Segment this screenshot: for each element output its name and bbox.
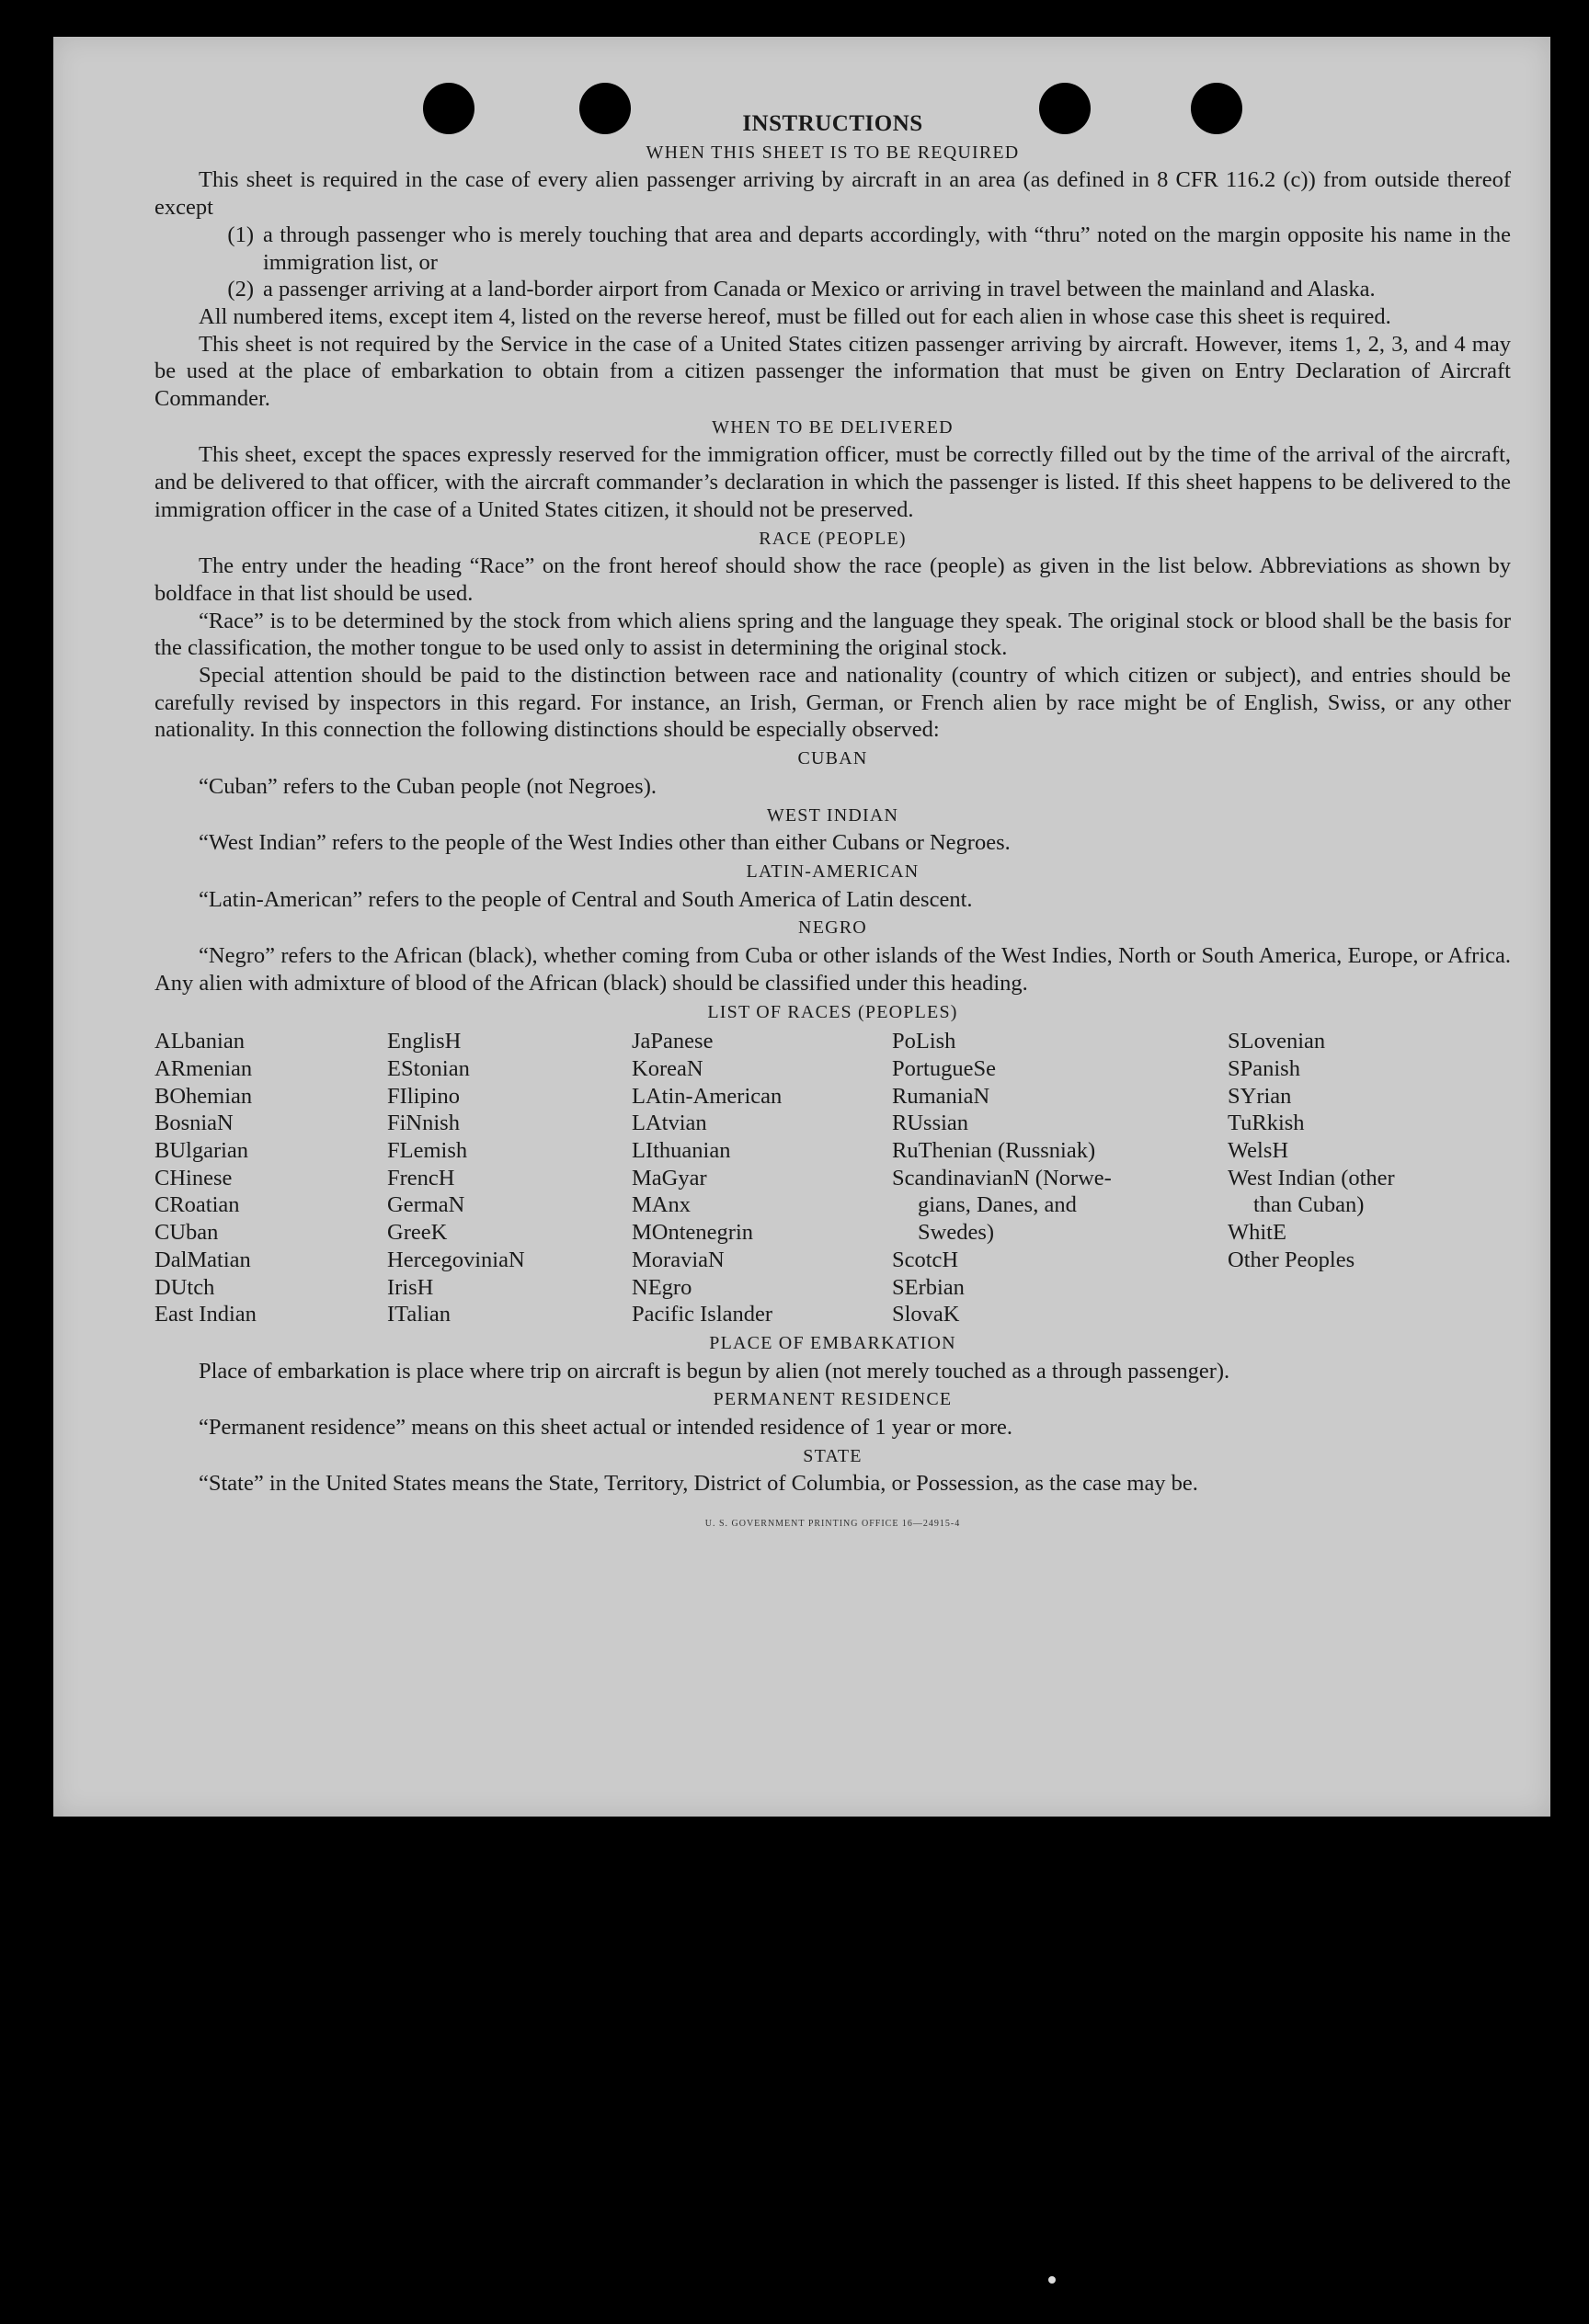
paragraph: This sheet is required in the case of every alien passenger arriving by aircraft in an area (as defined in 8 CFR 116.2 (c)) from outside thereof except [154, 167, 1511, 221]
race-entry: PoLish [892, 1029, 956, 1054]
race-entry: SLovenian [1228, 1029, 1326, 1054]
race-entry: Other Peoples [1228, 1247, 1355, 1272]
race-entry: FrencH [387, 1165, 455, 1190]
race-entry: LAtvian [632, 1111, 707, 1136]
race-entry: SYrian [1228, 1083, 1292, 1109]
section-heading: LATIN-AMERICAN [746, 860, 920, 882]
definition: “Negro” refers to the African (black), whether coming from Cuba or other islands of the West Indies, North or South America, Europe, or Africa. Any alien with admixture of blood of the African (black) should be classified under this heading. [154, 943, 1511, 996]
race-entry: WhitE [1228, 1220, 1286, 1246]
definition: “Latin-American” refers to the people of Central and South America of Latin descent. [199, 886, 973, 912]
section-heading: CUBAN [797, 748, 868, 769]
race-entry: ARmenian [154, 1055, 253, 1081]
section-heading: PLACE OF EMBARKATION [709, 1332, 956, 1353]
paragraph: This sheet is not required by the Service in the case of a United States citizen passenger arriving by aircraft. However, items 1, 2, 3, and 4 may be used at the place of embarkation to obtain from a citizen passenger the information that must be given on Entry Declaration of Aircraft Commander. [154, 331, 1511, 412]
race-entry: TuRkish [1228, 1111, 1305, 1136]
race-entry: DalMatian [154, 1247, 251, 1272]
item-number: (2) [227, 277, 254, 302]
definition: “State” in the United States means the State, Territory, District of Columbia, or Possession, as the case may be. [199, 1471, 1198, 1497]
race-entry: FIlipino [387, 1083, 460, 1109]
item-text: a passenger arriving at a land-border airport from Canada or Mexico or arriving in travel between the mainland and Alaska. [263, 277, 1376, 302]
definition: “Permanent residence” means on this sheet actual or intended residence of 1 year or more. [199, 1415, 1013, 1441]
race-entry: RumaniaN [892, 1083, 990, 1109]
section-heading: NEGRO [798, 917, 867, 939]
race-entry: than Cuban) [1253, 1192, 1365, 1218]
speck [1048, 2276, 1056, 2284]
race-entry: ScotcH [892, 1247, 959, 1272]
race-entry: WelsH [1228, 1138, 1289, 1164]
race-entry: KoreaN [632, 1055, 703, 1081]
race-entry: ITalian [387, 1302, 452, 1327]
section-heading: WHEN TO BE DELIVERED [712, 416, 954, 438]
race-entry: JaPanese [632, 1029, 714, 1054]
race-entry: West Indian (other [1228, 1165, 1395, 1190]
race-entry: RUssian [892, 1111, 969, 1136]
race-entry: NEgro [632, 1274, 692, 1300]
document-sheet [53, 37, 1550, 1817]
section-heading: WEST INDIAN [766, 804, 899, 826]
printer-imprint: U. S. GOVERNMENT PRINTING OFFICE 16—24915-4 [704, 1519, 961, 1530]
race-entry: CUban [154, 1220, 219, 1246]
instructions-body [154, 110, 1511, 1538]
race-entry: BosniaN [154, 1111, 234, 1136]
race-entry: GreeK [387, 1220, 448, 1246]
race-entry: gians, Danes, and [918, 1192, 1077, 1218]
section-heading: RACE (PEOPLE) [759, 528, 907, 549]
race-entry: BUlgarian [154, 1138, 249, 1164]
section-heading: PERMANENT RESIDENCE [713, 1389, 953, 1410]
race-entry: MAnx [632, 1192, 691, 1218]
definition: “Cuban” refers to the Cuban people (not Negroes). [199, 773, 657, 799]
paragraph: This sheet, except the spaces expressly reserved for the immigration officer, must be correctly filled out by the time of the arrival of the aircraft, and be delivered to that officer, with the aircraft commander’s declaration in which the passenger is listed. If this sheet happens to be delivered to the immigration officer in the case of a United States citizen, it should not be preserved. [154, 442, 1511, 522]
race-entry: PortugueSe [892, 1055, 996, 1081]
paragraph: “Race” is to be determined by the stock from which aliens spring and the language they speak. The original stock or blood shall be the basis for the classification, the mother tongue to be used only to assist in determining the original stock. [154, 608, 1511, 661]
race-entry: EnglisH [387, 1029, 462, 1054]
definition: Place of embarkation is place where trip on aircraft is begun by alien (not merely touched as a through passenger). [199, 1358, 1230, 1384]
race-entry: LAtin-American [632, 1083, 783, 1109]
item-number: (1) [227, 222, 254, 247]
race-entry: BOhemian [154, 1083, 253, 1109]
race-entry: RuThenian (Russniak) [892, 1138, 1096, 1164]
race-entry: East Indian [154, 1302, 257, 1327]
race-list [154, 1028, 1511, 1328]
race-entry: Swedes) [918, 1220, 995, 1246]
list-item [154, 222, 1511, 276]
race-entry: EStonian [387, 1055, 470, 1081]
race-entry: ScandinavianN (Norwe- [892, 1165, 1112, 1190]
race-column [632, 1028, 892, 1328]
section-heading: WHEN THIS SHEET IS TO BE REQUIRED [646, 142, 1020, 163]
section-heading: LIST OF RACES (PEOPLES) [707, 1001, 958, 1022]
definition: “West Indian” refers to the people of the West Indies other than either Cubans or Negroes. [199, 830, 1011, 856]
race-column [1228, 1028, 1503, 1328]
race-entry: MoraviaN [632, 1247, 725, 1272]
race-entry: MOntenegrin [632, 1220, 753, 1246]
race-column [154, 1028, 387, 1328]
list-item [154, 276, 1511, 303]
race-entry: CHinese [154, 1165, 233, 1190]
race-entry: GermaN [387, 1192, 465, 1218]
race-entry: SPanish [1228, 1055, 1300, 1081]
race-column [387, 1028, 632, 1328]
race-entry: CRoatian [154, 1192, 240, 1218]
race-entry: FiNnish [387, 1111, 460, 1136]
paragraph: Special attention should be paid to the distinction between race and nationality (country of which citizen or subject), and entries should be carefully revised by inspectors in this regard. For instance, an Irish, German, or French alien by race might be of English, Swiss, or any other nationality. In this connection the following distinctions should be especially observed: [154, 663, 1511, 743]
section-heading: STATE [803, 1445, 863, 1466]
race-entry: FLemish [387, 1138, 468, 1164]
race-entry: LIthuanian [632, 1138, 731, 1164]
race-entry: SErbian [892, 1274, 965, 1300]
race-column [892, 1028, 1228, 1328]
paragraph: All numbered items, except item 4, listed on the reverse hereof, must be filled out for each alien in whose case this sheet is required. [199, 303, 1391, 329]
race-entry: SlovaK [892, 1302, 960, 1327]
race-entry: MaGyar [632, 1165, 707, 1190]
paragraph: The entry under the heading “Race” on the front hereof should show the race (people) as given in the list below. Abbreviations as shown by boldface in that list should be used. [154, 553, 1511, 606]
item-text: a through passenger who is merely touching that area and departs accordingly, with “thru” noted on the margin opposite his name in the immigration list, or [263, 222, 1511, 275]
race-entry: Pacific Islander [632, 1302, 773, 1327]
race-entry: HercegoviniaN [387, 1247, 525, 1272]
race-entry: ALbanian [154, 1029, 245, 1054]
race-entry: DUtch [154, 1274, 215, 1300]
page-title: INSTRUCTIONS [742, 111, 923, 136]
race-entry: IrisH [387, 1274, 434, 1300]
